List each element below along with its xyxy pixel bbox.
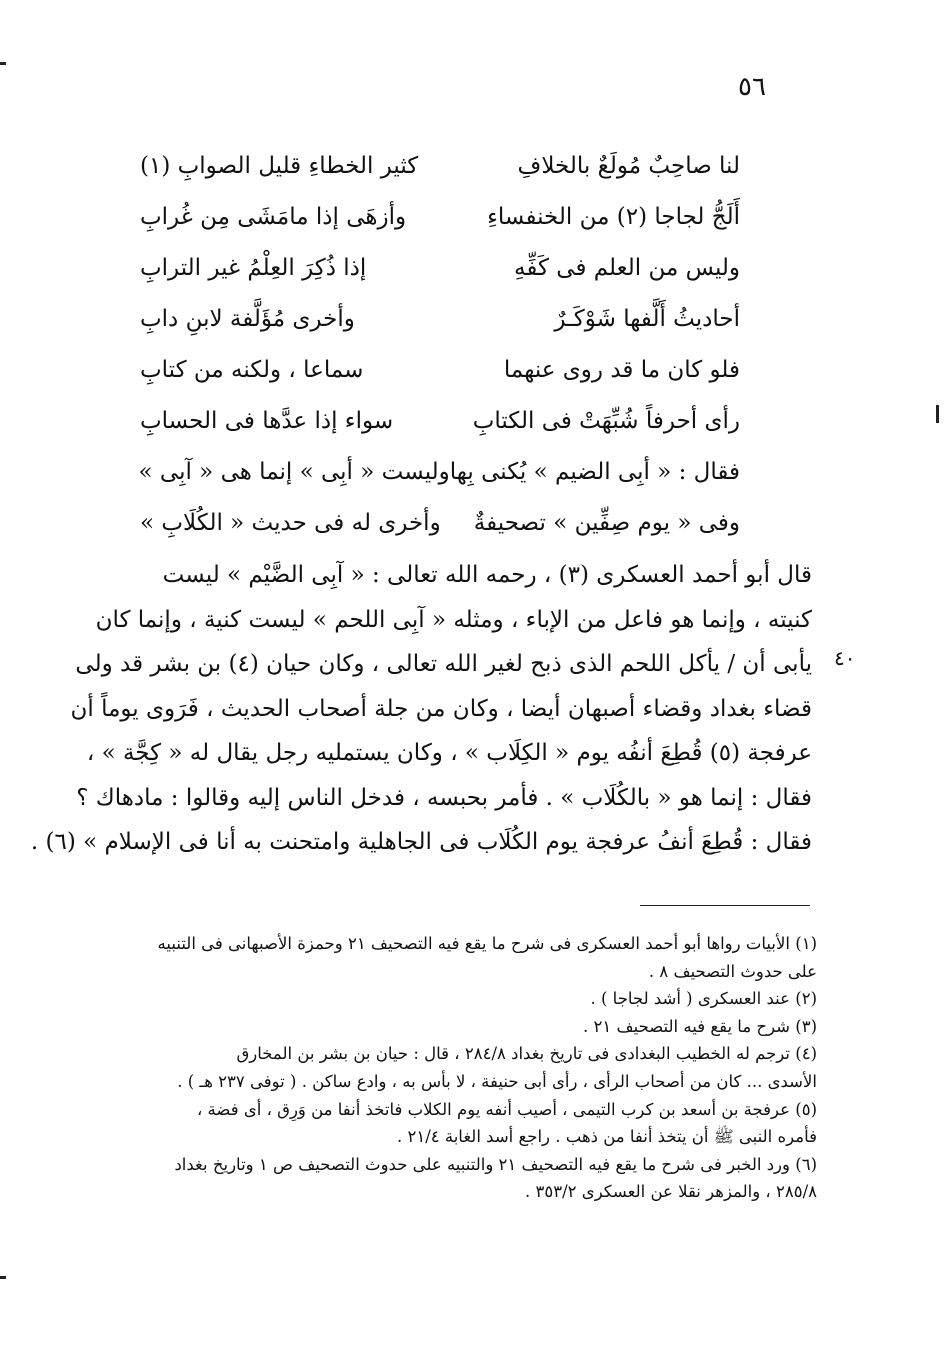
text-line: عرفجة (٥) قُطِعَ أنفُه يوم « الكِلَاب » ، وكان يستمليه رجل يقال له « كِجَّة » ، xyxy=(86,740,812,766)
verse-first-hemistich: لنا صاحِبٌ مُولَعٌ بالخلافِ xyxy=(517,152,740,179)
verse-line xyxy=(140,446,740,497)
footnote-line: (١) الأبيات رواها أبو أحمد العسكرى فى شرح ما يقع فيه التصحيف ٢١ وحمزة الأصبهانى فى التنبيه xyxy=(157,934,817,953)
verse-line xyxy=(140,293,740,344)
page-number: ٥٦ xyxy=(738,72,766,102)
verse-line xyxy=(140,242,740,293)
body-text xyxy=(30,553,812,865)
text-line: قال أبو أحمد العسكرى (٣) ، رحمه الله تعالى : « آبِى الضَّيْم » ليست xyxy=(162,562,812,588)
margin-mark xyxy=(0,1276,6,1279)
footnotes xyxy=(105,930,817,1206)
text-line: فقال : قُطِعَ أنفُ عرفجة يوم الكُلَاب فى الجاهلية وامتحنت به أنا فى الإسلام » (٦) . xyxy=(30,829,812,855)
verse-second-hemistich: وأخرى مُؤَلَّفة لابنِ دابِ xyxy=(140,305,355,332)
footnote-line: (٥) عرفجة بن أسعد بن كرب التيمى ، أصيب أنفه يوم الكلاب فاتخذ أنفا من وَرِق ، أى فضة ، xyxy=(196,1099,817,1119)
margin-mark xyxy=(936,405,939,423)
footnote-line: (٣) شرح ما يقع فيه التصحيف ٢١ . xyxy=(583,1016,817,1036)
footnote-line: فأمره النبى ﷺ أن يتخذ أنفا من ذهب . راجع أسد الغابة ٢١/٤ . xyxy=(396,1127,817,1147)
verse-first-hemistich: أحاديثُ أَلَّفها شَوْكَـرٌ xyxy=(554,305,740,332)
poem-verses xyxy=(140,140,740,548)
footnote-line: (٤) ترجم له الخطيب البغدادى فى تاريخ بغداد ٢٨٤/٨ ، قال : حيان بن بشر بن المخارق xyxy=(236,1044,817,1064)
verse-line xyxy=(140,344,740,395)
text-line: قضاء بغداد وقضاء أصبهان أيضا ، وكان من جلة أصحاب الحديث ، فَرَوى يوماً أن xyxy=(70,695,812,722)
verse-line xyxy=(140,497,740,548)
verse-first-hemistich: رأى أحرفاً شُبِّهَتْ فى الكتابِ xyxy=(472,407,740,434)
footnote-divider xyxy=(640,905,810,906)
text-line: فقال : إنما هو « بالكُلَاب » . فأمر بحبسه ، فدخل الناس إليه وقالوا : مادهاك ؟ xyxy=(76,784,812,811)
verse-line xyxy=(140,140,740,191)
margin-mark xyxy=(0,62,6,65)
verse-first-hemistich: وفى « يوم صِفِّين » تصحيفةٌ xyxy=(473,509,740,536)
verse-second-hemistich: وليست « أبِى » إنما هى « آبِى » xyxy=(138,458,450,485)
footnote-line: على حدوث التصحيف ٨ . xyxy=(648,961,817,981)
verse-first-hemistich: وليس من العلم فى كَفِّهِ xyxy=(514,254,740,281)
verse-second-hemistich: وأخرى له فى حديث « الكُلَابِ » xyxy=(140,509,441,536)
verse-first-hemistich: فقال : « أبِى الضيم » يُكنى بِها xyxy=(449,458,740,485)
verse-second-hemistich: وأزهَى إذا مامَشَى مِن غُرابِ xyxy=(140,203,407,230)
text-line: يأبى أن / يأكل اللحم الذى ذبح لغير الله تعالى ، وكان حيان (٤) بن بشر قد ولى xyxy=(75,651,812,677)
footnote-line: (٦) ورد الخبر فى شرح ما يقع فيه التصحيف ٢١ والتنبيه على حدوث التصحيف ص ١ وتاريخ بغداد xyxy=(174,1154,817,1174)
verse-first-hemistich: فلو كان ما قد روى عنهما xyxy=(503,356,740,383)
text-line: كنيته ، وإنما هو فاعل من الإباء ، ومثله « آبِى اللحم » ليست كنية ، وإنما كان xyxy=(95,606,812,633)
verse-second-hemistich: سواء إذا عدَّها فى الحسابِ xyxy=(140,407,394,434)
footnote-line: الأسدى ... كان من أصحاب الرأى ، رأى أبى حنيفة ، لا بأس به ، وادع ساكن . ( توفى ٢٣٧ هـ ) . xyxy=(177,1071,817,1091)
verse-second-hemistich: كثير الخطاءِ قليل الصوابِ (١) xyxy=(140,152,419,179)
margin-line-number: ٤٠ xyxy=(834,646,856,670)
verse-line xyxy=(140,395,740,446)
verse-second-hemistich: سماعا ، ولكنه من كتابِ xyxy=(140,356,364,383)
footnote-line: (٢) عند العسكرى ( أشد لجاجا ) . xyxy=(590,989,817,1009)
verse-line xyxy=(140,191,740,242)
verse-second-hemistich: إذا ذُكِرَ العِلْمُ غير الترابِ xyxy=(140,254,367,281)
footnote-line: ٢٨٥/٨ ، والمزهر نقلا عن العسكرى ٣٥٣/٢ . xyxy=(525,1182,817,1202)
verse-first-hemistich: أَلَجُّ لجاجا (٢) من الخنفساءِ xyxy=(487,203,740,230)
